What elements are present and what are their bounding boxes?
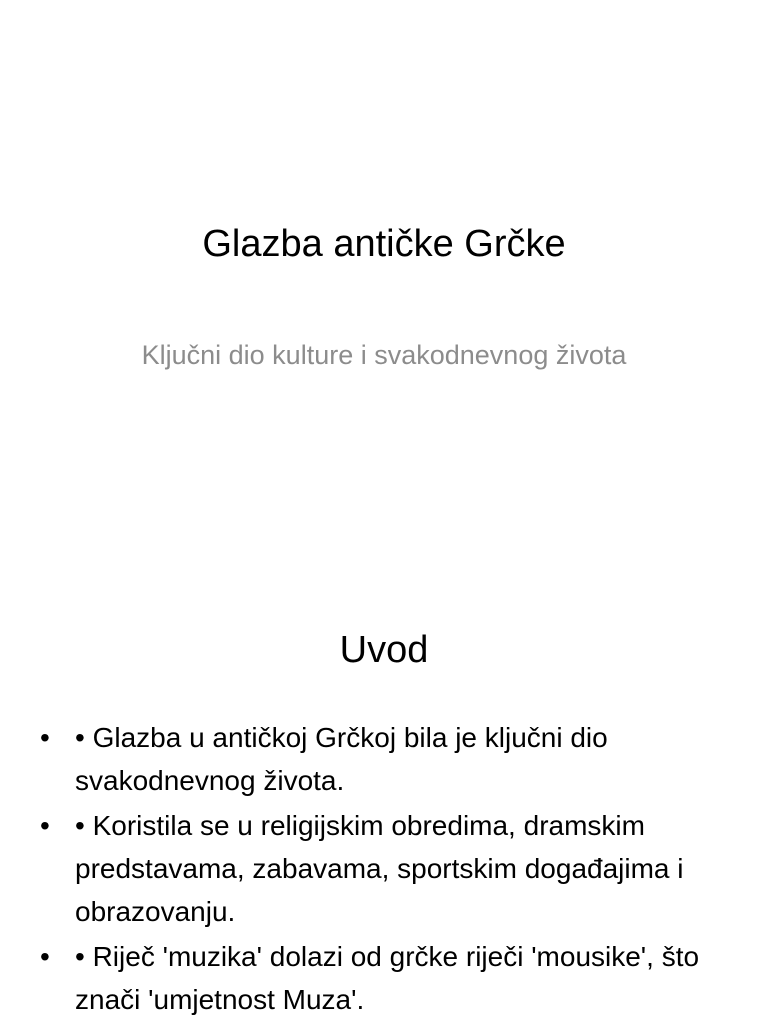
bullet-icon: • bbox=[40, 810, 50, 841]
bullet-icon: • bbox=[40, 722, 50, 753]
bullet-list bbox=[40, 716, 740, 1023]
list-item bbox=[40, 935, 740, 1021]
content-slide bbox=[0, 576, 768, 1024]
bullet-text: • Glazba u antičkoj Grčkoj bila je ključni dio svakodnevnog života. bbox=[75, 722, 608, 796]
slide-title: Uvod bbox=[339, 629, 429, 671]
list-item bbox=[40, 716, 740, 802]
bullet-text: • Riječ 'muzika' dolazi od grčke riječi 'mousike', što znači 'umjetnost Muza'. bbox=[75, 941, 700, 1015]
slide-title: Glazba antičke Grčke bbox=[202, 223, 566, 265]
slide-subtitle: Ključni dio kulture i svakodnevnog života bbox=[141, 340, 627, 370]
list-item bbox=[40, 804, 740, 933]
bullet-icon: • bbox=[40, 941, 50, 972]
bullet-text: • Koristila se u religijskim obredima, dramskim predstavama, zabavama, sportskim događajima i obrazovanju. bbox=[75, 810, 684, 927]
